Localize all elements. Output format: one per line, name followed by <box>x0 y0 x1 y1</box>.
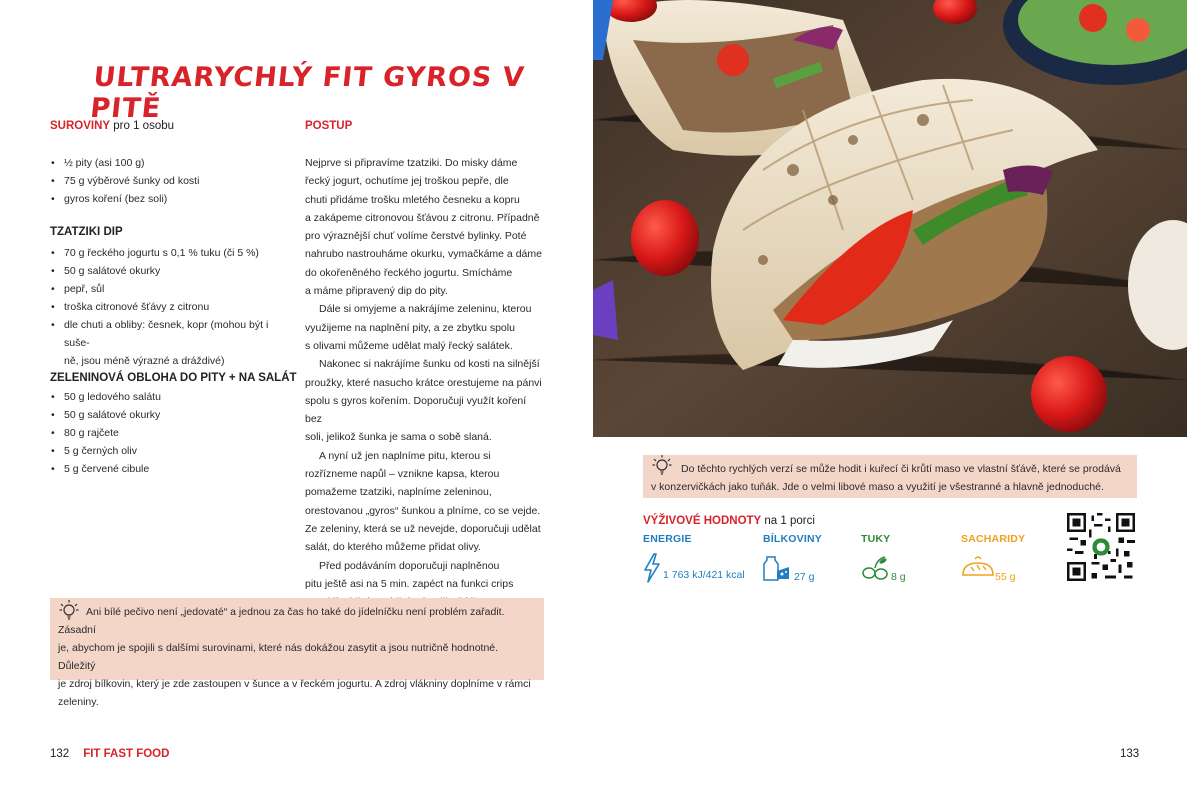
procedure-line: pitu ještě asi na 5 min. zapéct na funkci crips <box>305 577 514 590</box>
nutrition-carbs <box>961 533 1041 588</box>
list-item: • 50 g salátové okurky <box>50 262 295 280</box>
tip-right-line: Do těchto rychlých verzí se může hodit i kuřecí či krůtí maso ve vlastní šťávě, které se prodává <box>681 463 1121 475</box>
tip-left-line: zeleniny. <box>58 696 99 708</box>
list-item: • troška citronové šťávy z citronu <box>50 298 295 316</box>
tzatziki-list <box>50 244 295 370</box>
olives-icon <box>861 553 891 583</box>
nutrition-energy <box>643 533 753 588</box>
procedure-text <box>305 154 545 611</box>
list-item: • gyros koření (bez soli) <box>50 190 290 208</box>
milk-cheese-icon <box>763 553 793 583</box>
right-page <box>593 0 1187 800</box>
procedure-heading <box>305 120 352 132</box>
tip-left-line: Ani bílé pečivo není „jedovaté“ a jednou za čas ho také do jídelníčku není problém zařadit. Zásadní <box>58 606 505 636</box>
vegetables-heading: ZELENINOVÁ OBLOHA DO PITY + NA SALÁT <box>50 372 297 384</box>
list-item: • 70 g řeckého jogurtu s 0,1 % tuku (či 5 %) <box>50 244 295 262</box>
nutrition-label: ENERGIE <box>643 533 692 545</box>
tip-left-line: je zdroj bílkovin, který je zde zastoupen v šunce a v řeckém jogurtu. A zdroj vlákniny doplníme v rámci <box>58 678 531 690</box>
procedure-line: salát, do kterého můžeme přidat olivy. <box>305 541 482 554</box>
list-item: • 50 g ledového salátu <box>50 388 290 406</box>
list-item-continuation: ně, jsou méně výrazné a dráždivé) <box>64 355 225 367</box>
left-page <box>0 0 593 800</box>
procedure-line: a máme připravený dip do pity. <box>305 285 448 298</box>
ingredients-heading-label: SUROVINY <box>50 120 111 132</box>
procedure-line: A nyní už jen naplníme pitu, kterou si <box>319 449 491 462</box>
procedure-line: rozřízneme napůl – vznikne kapsa, kterou <box>305 468 500 481</box>
procedure-line: spolu s gyros kořením. Doporučuji využít koření bez <box>305 394 527 426</box>
qr-code[interactable] <box>1067 513 1135 581</box>
procedure-heading-label: POSTUP <box>305 120 353 132</box>
lightbulb-icon <box>652 454 672 478</box>
nutrition-value: 8 g <box>891 571 906 583</box>
nutrition-heading-label: VÝŽIVOVÉ HODNOTY <box>643 515 762 527</box>
list-item: • ½ pity (asi 100 g) <box>50 154 290 172</box>
procedure-line: využijeme na naplnění pity, a ze zbytku spolu <box>305 321 515 334</box>
procedure-line: a zakápeme citronovou šťávou z citronu. Případně <box>305 211 540 224</box>
procedure-line: proužky, které nasucho krátce orestujeme na pánvi <box>305 376 542 389</box>
ingredients-heading-suffix: pro 1 osobu <box>110 120 175 132</box>
nutrition-label: SACHARIDY <box>961 533 1026 545</box>
ingredients-list <box>50 154 290 208</box>
procedure-line: pro výraznější chuť volíme čerstvé bylinky. Poté <box>305 230 527 243</box>
list-item: • 75 g výběrové šunky od kosti <box>50 172 290 190</box>
nutrition-fat <box>861 533 921 588</box>
tip-box-left <box>50 598 544 708</box>
procedure-line: Nejprve si připravíme tzatziki. Do misky dáme <box>305 157 518 169</box>
list-item: • 50 g salátové okurky <box>50 406 290 424</box>
nutrition-heading <box>643 515 815 527</box>
procedure-line: nahrubo nastrouháme okurku, vymačkáme a dáme <box>305 248 542 261</box>
tip-right-line: v konzervičkách jako tuňák. Jde o velmi libové maso a využití je všestranné a hlavně jednoduché. <box>651 481 1104 493</box>
list-item: • 5 g černých oliv <box>50 442 290 460</box>
procedure-line: Dále si omyjeme a nakrájíme zeleninu, kterou <box>319 303 532 316</box>
procedure-line: do okořeněného řeckého jogurtu. Smícháme <box>305 266 513 279</box>
tip-left-line: je, abychom je spojili s dalšími surovinami, které nás dokážou zasytit a jsou nutričně hodnotné. Důležitý <box>58 642 499 672</box>
nutrition-protein <box>763 533 833 588</box>
list-item: • pepř, sůl <box>50 280 295 298</box>
nutrition-value: 55 g <box>995 571 1016 583</box>
footer-left <box>50 748 169 760</box>
vegetables-list <box>50 388 290 478</box>
gyros-photo <box>593 0 1187 437</box>
nutrition-value: 27 g <box>794 571 815 583</box>
tzatziki-heading: TZATZIKI DIP <box>50 226 123 238</box>
procedure-line: s olivami můžeme udělat malý řecký salátek. <box>305 339 513 352</box>
recipe-title: ULTRARYCHLÝ FIT GYROS V PITĚ <box>88 62 527 124</box>
procedure-line: Nakonec si nakrájíme šunku od kosti na silnější <box>319 358 540 371</box>
list-item: • 5 g červené cibule <box>50 460 290 478</box>
nutrition-heading-suffix: na 1 porci <box>761 515 815 527</box>
page-number-right: 133 <box>1120 748 1140 760</box>
list-item: • 80 g rajčete <box>50 424 290 442</box>
lightning-icon <box>643 553 661 583</box>
lightbulb-icon <box>59 599 79 623</box>
procedure-line: soli, jelikož šunka je sama o sobě slaná. <box>305 431 492 444</box>
nutrition-label: BÍLKOVINY <box>763 533 822 545</box>
procedure-line: orestovanou „gyros“ šunkou a plníme, co se vejde. <box>305 504 541 517</box>
tip-box-right <box>643 455 1137 498</box>
page-number-left: 132 <box>50 748 70 760</box>
bread-icon <box>961 553 995 583</box>
procedure-line: Před podáváním doporučuji naplněnou <box>319 559 500 572</box>
procedure-line: chuti přidáme trošku mletého česneku a kopru <box>305 193 520 206</box>
procedure-line: pomažeme tzatziki, naplníme zeleninou, <box>305 486 492 499</box>
procedure-line: řecký jogurt, ochutíme jej troškou pepře, dle <box>305 175 509 188</box>
section-name: FIT FAST FOOD <box>83 748 170 760</box>
procedure-line: Ze zeleniny, která se už nevejde, doporučuji udělat <box>305 522 541 535</box>
ingredients-heading <box>50 120 174 132</box>
nutrition-value: 1 763 kJ/421 kcal <box>663 569 745 581</box>
list-item: • dle chuti a obliby: česnek, kopr (mohou být i suše- <box>50 316 295 352</box>
nutrition-label: TUKY <box>861 533 891 545</box>
